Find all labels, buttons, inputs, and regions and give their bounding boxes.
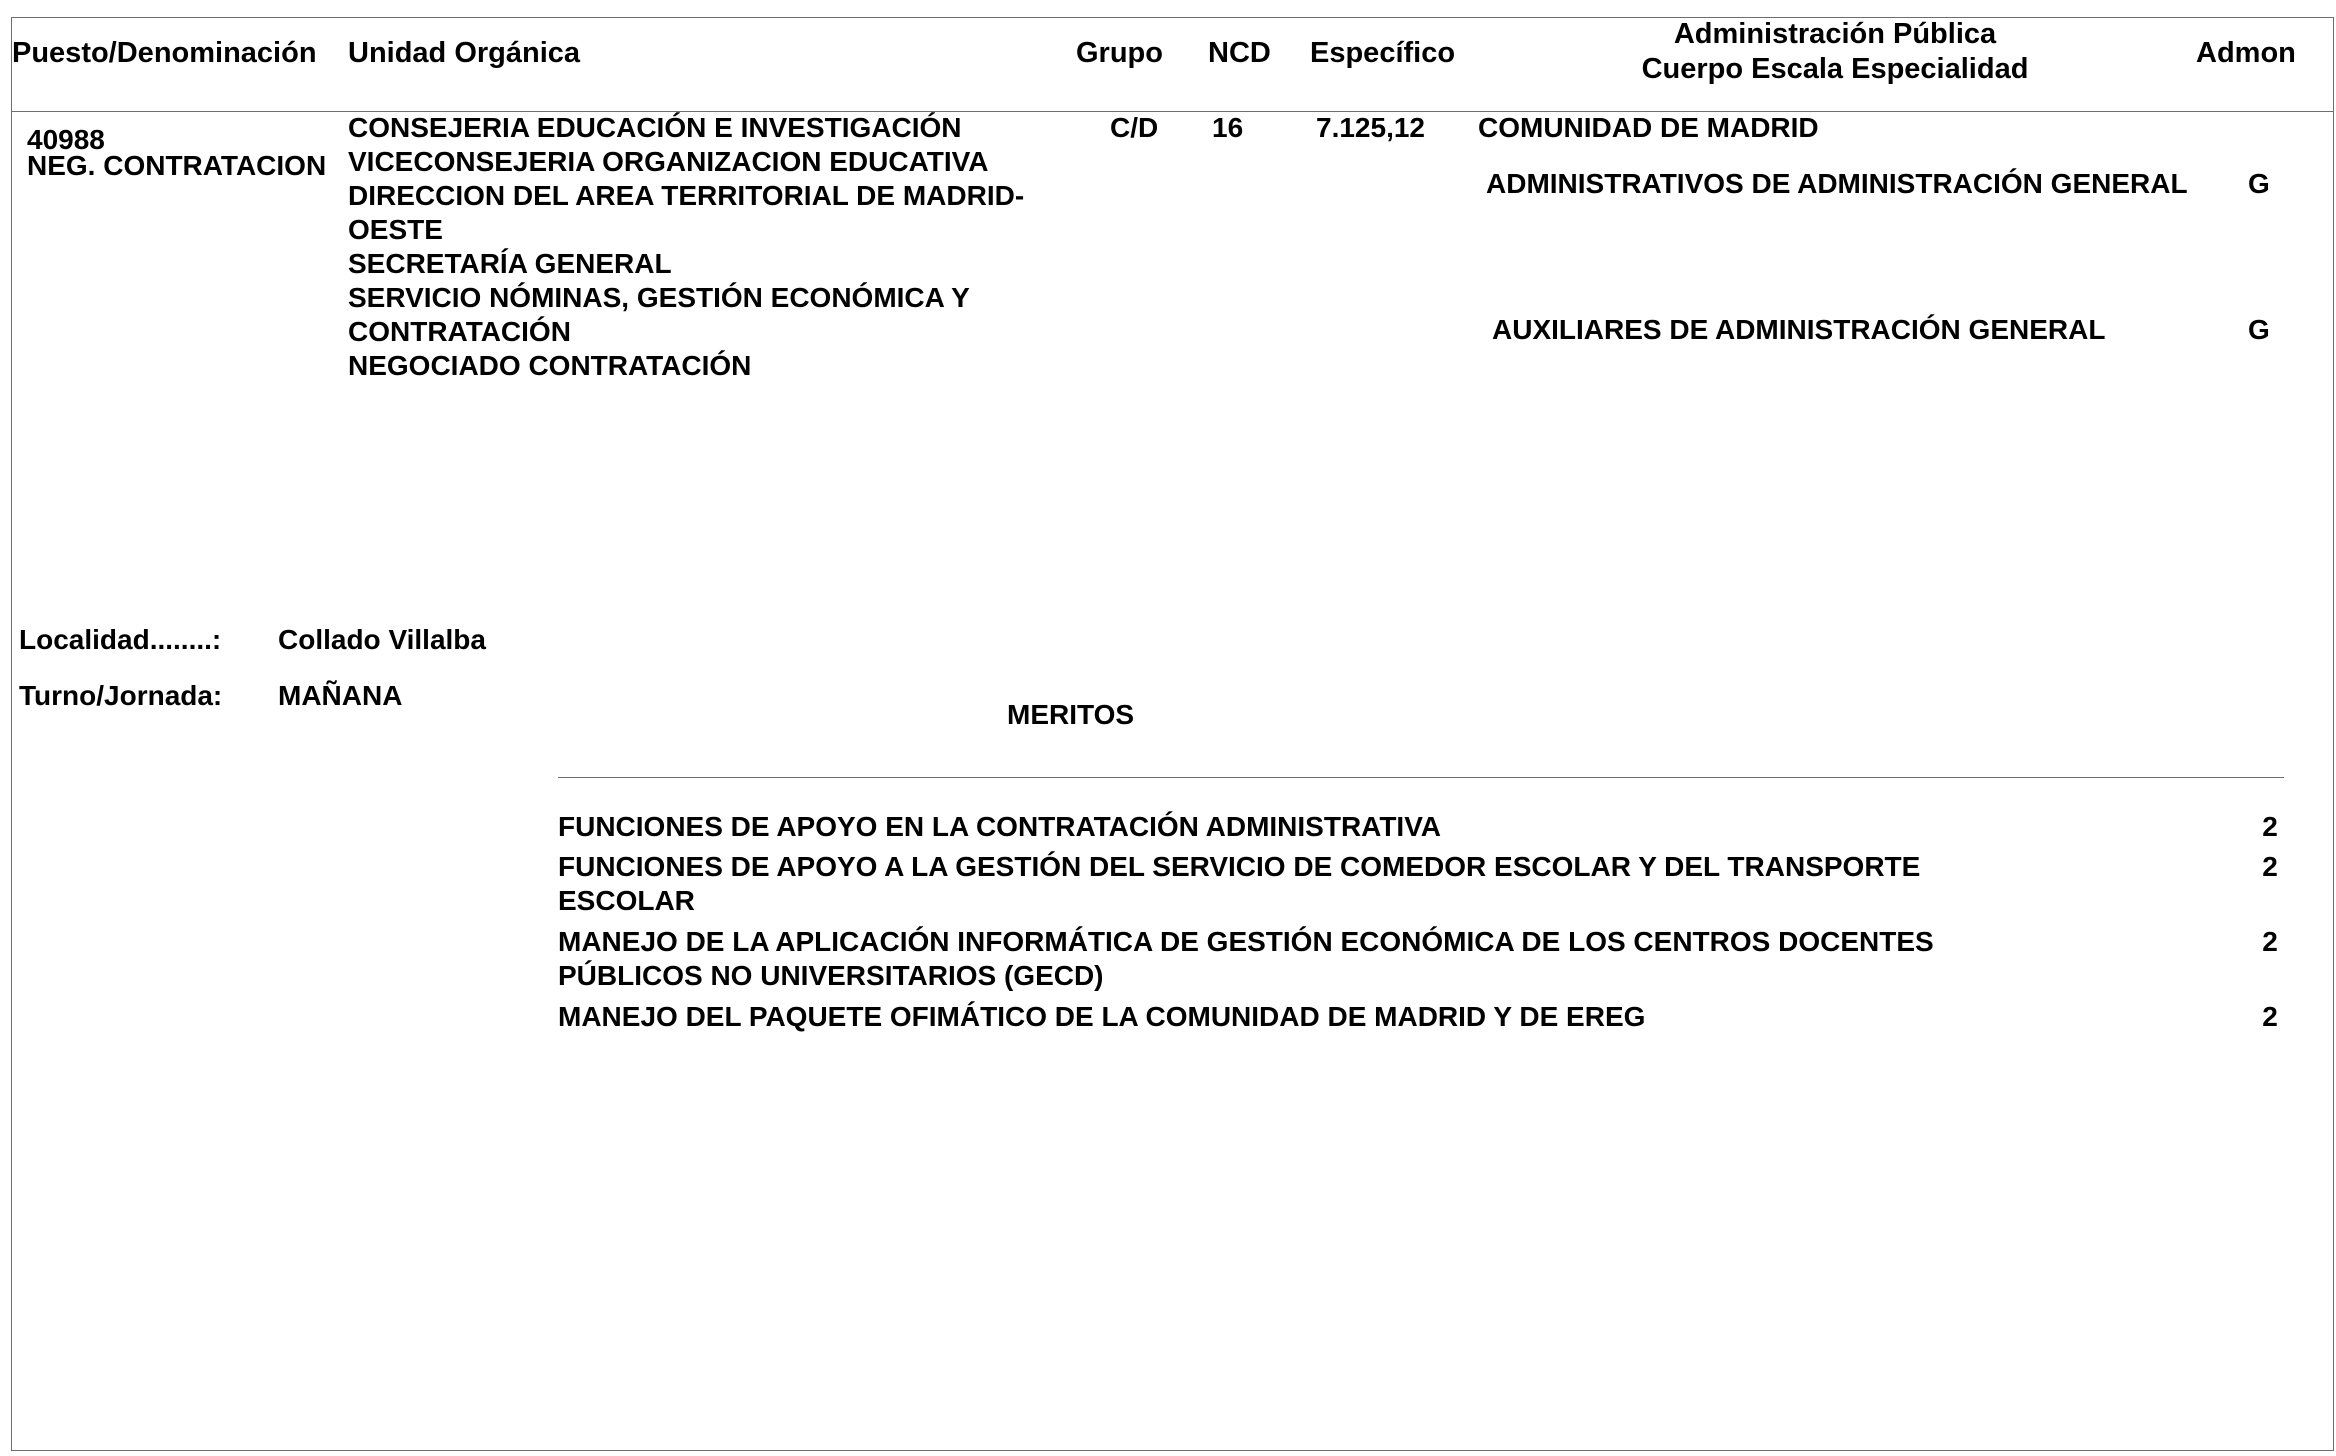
unidad-line: SECRETARÍA GENERAL — [348, 248, 672, 279]
record-administracion: COMUNIDAD DE MADRID — [1478, 112, 1819, 143]
turno-label: Turno/Jornada: — [19, 680, 223, 711]
unidad-line: CONSEJERIA EDUCACIÓN E INVESTIGACIÓN — [348, 112, 962, 143]
record-denominacion: NEG. CONTRATACION — [27, 150, 327, 181]
cuerpo-name: AUXILIARES DE ADMINISTRACIÓN GENERAL — [1492, 314, 2106, 345]
cuerpo-admon: G — [2248, 168, 2270, 199]
merit-line: MANEJO DEL PAQUETE OFIMÁTICO DE LA COMUNIDAD DE MADRID Y DE EREG — [558, 1001, 1646, 1032]
record-grupo: C/D — [1110, 112, 1159, 143]
localidad-label: Localidad........: — [19, 624, 222, 655]
record-especifico: 7.125,12 — [1316, 112, 1425, 143]
header-admon: Admon — [2196, 37, 2296, 69]
unidad-line: VICECONSEJERIA ORGANIZACION EDUCATIVA — [348, 146, 989, 177]
header-grupo: Grupo — [1076, 37, 1163, 69]
turno-value: MAÑANA — [278, 680, 403, 711]
record-ncd: 16 — [1212, 112, 1244, 143]
header-puesto: Puesto/Denominación — [12, 37, 317, 69]
merit-line: ESCOLAR — [558, 885, 695, 916]
merits-divider — [558, 777, 2284, 778]
merit-points: 2 — [2262, 1001, 2278, 1032]
merit-item — [558, 1000, 2038, 1034]
merit-line: MANEJO DE LA APLICACIÓN INFORMÁTICA DE GESTIÓN ECONÓMICA DE LOS CENTROS DOCENTES — [558, 926, 1934, 957]
merit-line: FUNCIONES DE APOYO EN LA CONTRATACIÓN ADMINISTRATIVA — [558, 811, 1442, 842]
header-cuerpo-escala: Cuerpo Escala Especialidad — [1641, 53, 2029, 85]
cuerpo-name: ADMINISTRATIVOS DE ADMINISTRACIÓN GENERAL — [1486, 168, 2188, 199]
merit-item — [558, 850, 2038, 918]
merits-title: MERITOS — [1007, 699, 1135, 730]
header-especifico: Específico — [1310, 37, 1456, 69]
record-unidad — [348, 111, 1024, 383]
header-admin-publica: Administración Pública — [1673, 18, 1997, 50]
merit-item — [558, 925, 2038, 993]
unidad-line: DIRECCION DEL AREA TERRITORIAL DE MADRID- — [348, 180, 1025, 211]
merit-item — [558, 810, 2038, 844]
header-unidad: Unidad Orgánica — [348, 37, 581, 69]
header-ncd: NCD — [1208, 37, 1271, 69]
merit-points: 2 — [2262, 926, 2278, 957]
cuerpo-admon: G — [2248, 314, 2270, 345]
localidad-value: Collado Villalba — [278, 624, 486, 655]
merit-line: FUNCIONES DE APOYO A LA GESTIÓN DEL SERVICIO DE COMEDOR ESCOLAR Y DEL TRANSPORTE — [558, 851, 1921, 882]
merit-points: 2 — [2262, 811, 2278, 842]
unidad-line: SERVICIO NÓMINAS, GESTIÓN ECONÓMICA Y — [348, 282, 970, 313]
unidad-line: OESTE — [348, 214, 443, 245]
unidad-line: NEGOCIADO CONTRATACIÓN — [348, 350, 752, 381]
merit-points: 2 — [2262, 851, 2278, 882]
unidad-line: CONTRATACIÓN — [348, 316, 571, 347]
merit-line: PÚBLICOS NO UNIVERSITARIOS (GECD) — [558, 960, 1104, 991]
record-code: 40988 — [27, 124, 105, 155]
